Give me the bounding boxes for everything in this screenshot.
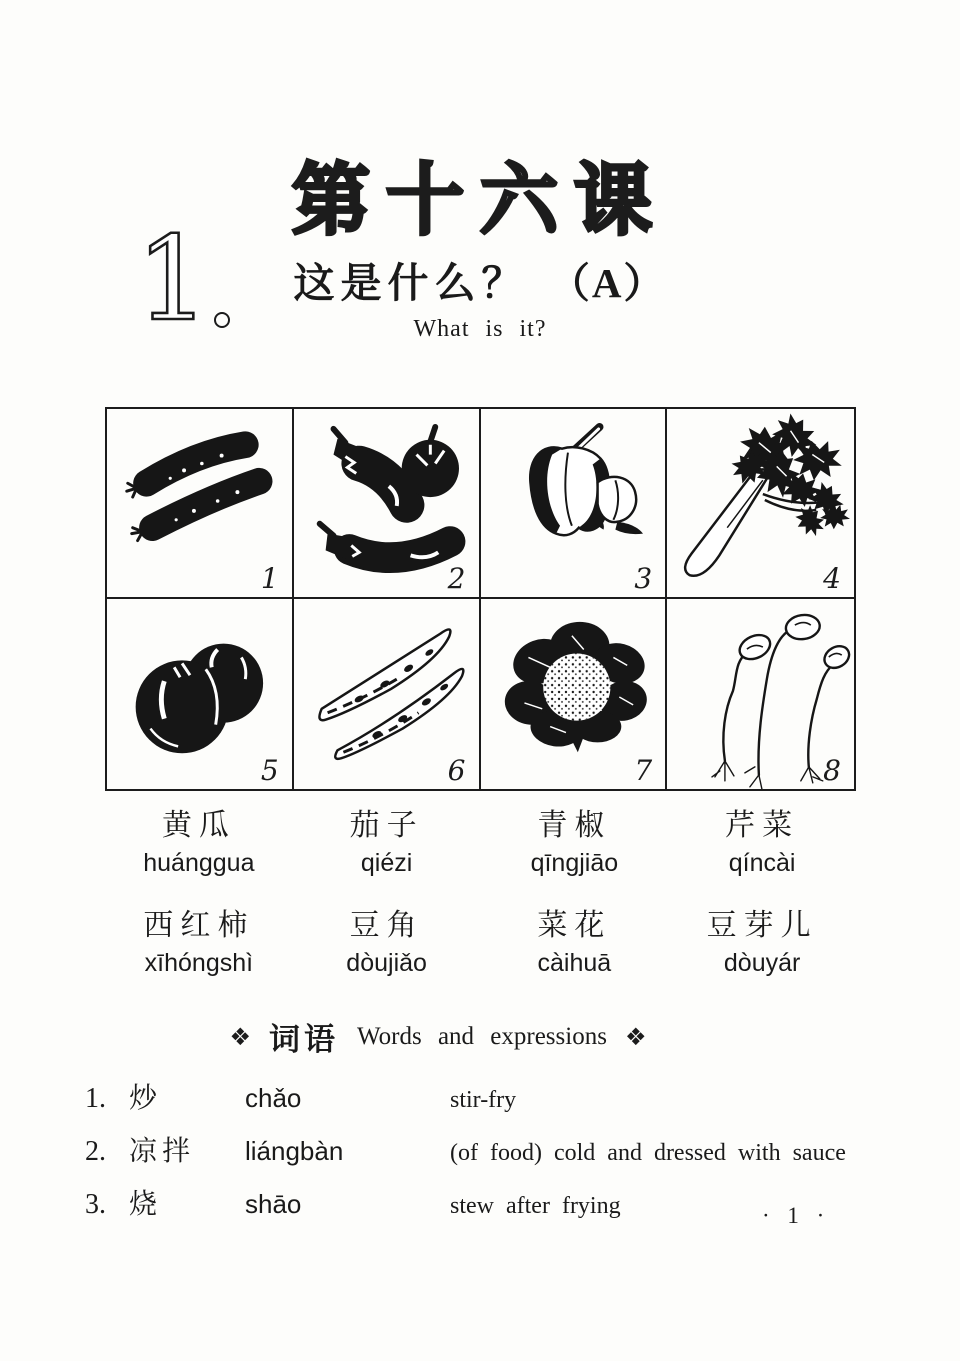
entry-number: 2. (85, 1136, 106, 1167)
grid-cell-8 (667, 599, 854, 789)
words-section-header (0, 1014, 918, 1059)
section-heading-en: What is it? (413, 316, 547, 342)
word-entry-liangban (85, 1129, 885, 1169)
page-number: · 1 · (762, 1203, 831, 1228)
section-number: 1 (136, 212, 210, 347)
knot-ornament-icon-left: ❖ (229, 1022, 252, 1051)
entry-hanzi: 凉拌 (129, 1134, 196, 1167)
entry-pinyin: chǎo (245, 1083, 302, 1113)
vocab-pinyin: dòujiǎo (346, 949, 427, 977)
vocab-label-qingjiao (481, 800, 669, 878)
vocab-label-huanggua (105, 800, 293, 878)
word-entry-chao (85, 1076, 885, 1116)
vocab-pinyin: dòuyár (723, 949, 801, 977)
entry-pinyin: liángbàn (245, 1136, 344, 1166)
vocab-label-row-2 (105, 900, 856, 978)
words-title-cn: 词语 (269, 1022, 340, 1058)
vocab-label-douyar (668, 900, 856, 978)
vocab-hanzi: 菜花 (537, 908, 612, 943)
cell-number: 8 (823, 754, 841, 787)
heading-letter: （A） (548, 260, 667, 306)
cell-number: 2 (447, 562, 466, 595)
vegetable-grid (105, 407, 856, 791)
entry-hanzi: 烧 (129, 1187, 163, 1220)
heading-question: 这是什么？ (293, 259, 529, 307)
cell-number: 1 (260, 562, 279, 595)
vocab-label-caihua (481, 900, 669, 978)
grid-cell-3 (481, 409, 668, 599)
vocab-hanzi: 茄子 (349, 808, 424, 843)
vocab-pinyin: càihuā (537, 949, 612, 977)
entry-number: 3. (85, 1189, 106, 1220)
vocab-hanzi: 青椒 (537, 808, 612, 843)
grid-cell-6 (294, 599, 481, 789)
cell-number: 3 (634, 562, 653, 595)
vocab-hanzi: 豆角 (349, 908, 424, 943)
vocab-label-qincai (668, 800, 856, 878)
vocab-label-xihongshi (105, 900, 293, 978)
grid-cell-2 (294, 409, 481, 599)
vocab-hanzi: 豆芽儿 (706, 908, 818, 943)
entry-meaning: (of food) cold and dressed with sauce (450, 1140, 846, 1166)
cell-number: 4 (823, 562, 841, 595)
grid-cell-5 (107, 599, 294, 789)
grid-cell-7 (481, 599, 668, 789)
grid-cell-1 (107, 409, 294, 599)
lesson-title: 第十六课 (291, 156, 668, 246)
vocab-hanzi: 西红柿 (143, 908, 255, 943)
vocab-pinyin: qíncài (728, 849, 796, 877)
section-heading-cn (0, 250, 960, 309)
vocab-label-qiezi (293, 800, 481, 878)
cell-number: 5 (260, 754, 279, 787)
vocab-label-doujiao (293, 900, 481, 978)
vocab-hanzi: 芹菜 (725, 808, 800, 843)
entry-hanzi: 炒 (129, 1081, 163, 1114)
cell-number: 7 (634, 754, 653, 787)
entry-pinyin: shāo (245, 1189, 302, 1219)
cell-number: 6 (447, 754, 466, 787)
words-title-en: Words and expressions (357, 1022, 607, 1050)
vocab-pinyin: qiézi (360, 849, 413, 877)
entry-number: 1. (85, 1083, 106, 1114)
entry-meaning: stew after frying (450, 1193, 621, 1219)
vocab-pinyin: qīngjiāo (530, 849, 619, 877)
knot-ornament-icon-right: ❖ (624, 1022, 647, 1051)
vocab-pinyin: xīhóngshì (144, 949, 254, 977)
grid-cell-4 (667, 409, 854, 599)
vocab-pinyin: huánggua (143, 849, 255, 877)
vocab-label-row-1 (105, 800, 856, 878)
vocab-hanzi: 黄瓜 (161, 808, 236, 843)
entry-meaning: stir-fry (450, 1087, 517, 1113)
